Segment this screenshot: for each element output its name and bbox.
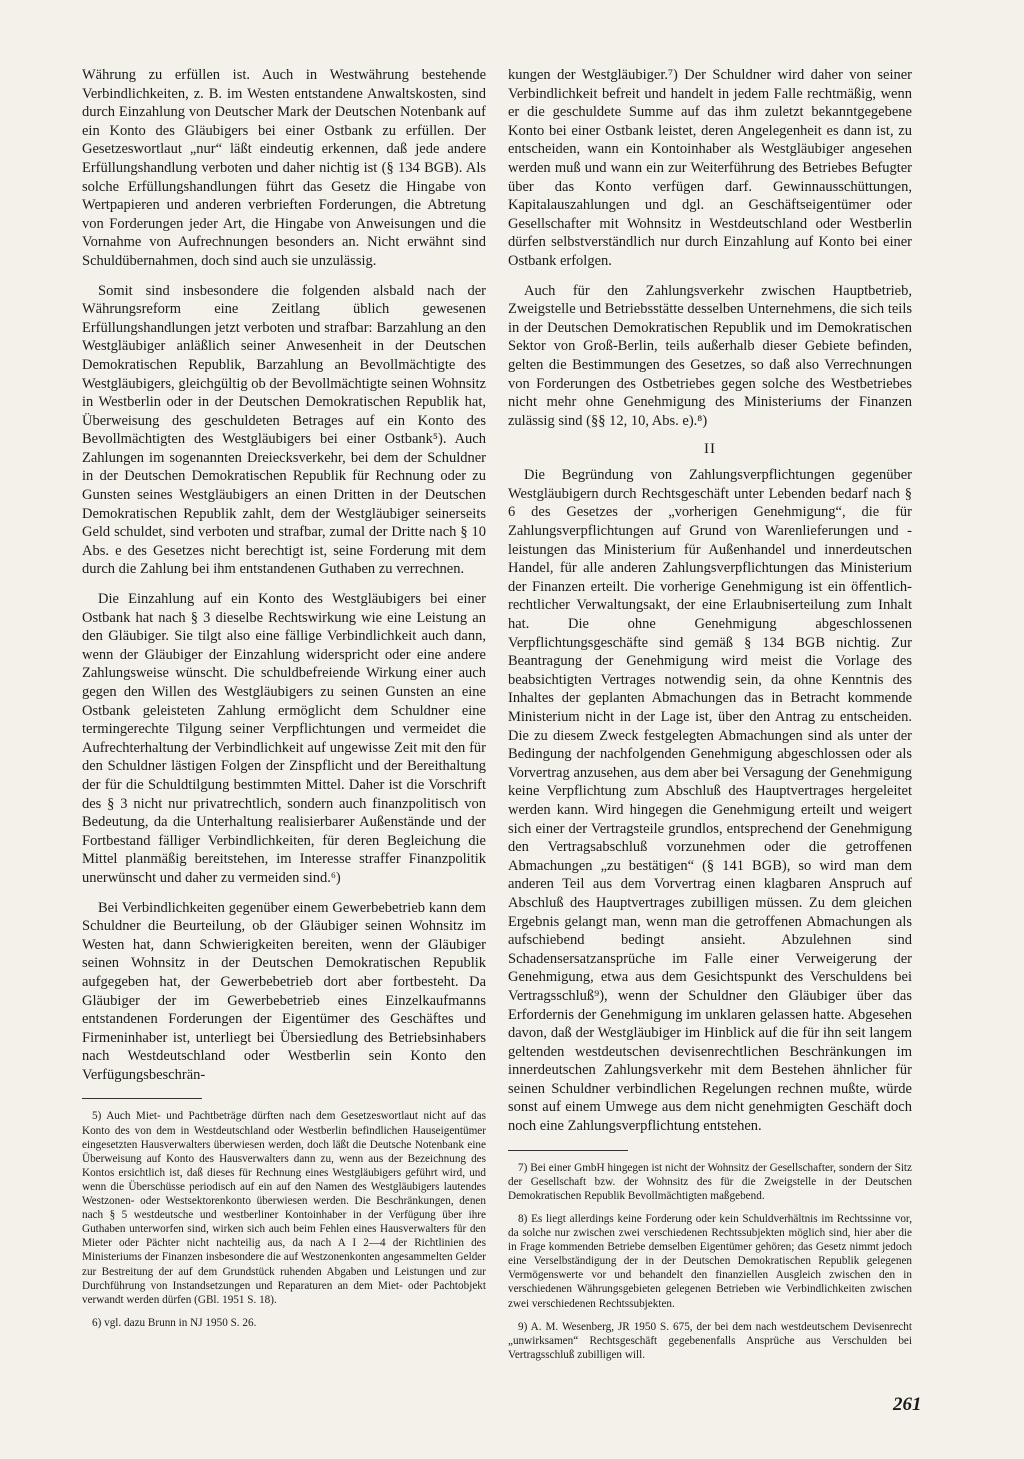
body-paragraph: Somit sind insbesondere die folgenden alsbald nach der Währungsreform eine Zeitlang üblich gewesenen Erfüllungshandlungen jetzt verboten und strafbar: Barzahlung an den Westgläubiger anläßlich seiner Anwesenheit in der Deutschen Demokratischen Republik, Barzahlung an Bevollmächtigte des Westgläubigers, gleichgültig ob der Bevollmächtigte seinen Wohnsitz in Westberlin oder in der Deutschen Demokratischen Republik hat, Überweisung des geschuldeten Betrages auf ein Konto des Bevollmächtigten des Westgläubigers bei einer Ostbank⁵). Auch Zahlungen im sogenannten Dreiecksverkehr, bei dem der Schuldner in der Deutschen Demokratischen Republik für Rechnung oder zu Gunsten seines Westgläubigers an einen Dritten in der Deutschen Demokratischen Republik zahlt, dem der Westgläubiger seinerseits Geld schuldet, sind verboten und strafbar, zumal der Dritte nach § 10 Abs. e des Gesetzes nicht berechtigt ist, seine Forderung mit dem durch die Zahlung bei ihm entstandenen Guthaben zu verrechnen. <box>82 282 486 578</box>
footnote: 8) Es liegt allerdings keine Forderung oder kein Schuldverhältnis im Rechtssinne vor, da solche nur zwischen zwei verschiedenen Rechtssubjekten möglich sind, hier aber die in Frage kommenden Betriebe demselben Eigentümer gehören; das Gesetz nimmt jedoch eine Verselbständigung der in der Deutschen Demokratischen Republik gelegenen Vermögenswerte vor und behandelt den finanziellen Ausgleich zwischen den in verschiedenen Währungsgebieten gelegenen Betrieben wie Verbindlichkeiten zwischen zwei verschiedenen Rechtssubjekten. <box>508 1212 912 1310</box>
body-paragraph: Währung zu erfüllen ist. Auch in Westwährung bestehende Verbindlichkeiten, z. B. im Westen entstandene Anwaltskosten, sind durch Einzahlung von Deutscher Mark der Deutschen Notenbank auf ein Konto des Gläubigers bei einer Ostbank zu erfüllen. Der Gesetzeswortlaut „nur“ läßt eindeutig erkennen, daß jede andere Erfüllungshandlung verboten und daher nichtig ist (§ 134 BGB). Als solche Erfüllungshandlungen führt das Gesetz die Hingabe von Wertpapieren und anderen verbrieften Forderungen, die Abtretung von Forderungen jeder Art, die Hingabe von Anweisungen und die Vornahme von Aufrechnungen besonders an. Nicht erwähnt sind Schuldübernahmen, doch sind auch sie unzulässig. <box>82 67 486 269</box>
body-paragraph: Die Begründung von Zahlungsverpflichtungen gegenüber Westgläubigern durch Rechtsgeschäft unter Lebenden bedarf nach § 6 des Gesetzes der „vorherigen Genehmigung“, die für Zahlungsverpflichtungen auf Grund von Warenlieferungen und -leistungen das Ministerium für Außenhandel und innerdeutschen Handel, für alle anderen Zahlungsverpflichtungen das Ministerium der Finanzen erteilt. Die vorherige Genehmigung ist ein öffentlich-rechtlicher Verwaltungsakt, der eine Erlaubniserteilung zum Inhalt hat. Die ohne Genehmigung abgeschlossenen Verpflichtungsgeschäfte sind gemäß § 134 BGB nichtig. Zur Beantragung der Genehmigung wird meist die Vorlage des beabsichtigten Vertrages notwendig sein, da ohne Kenntnis des Inhaltes der geplanten Abmachungen das in Betracht kommende Ministerium nicht in der Lage ist, über den Antrag zu entscheiden. Die zu diesem Zweck festgelegten Abmachungen sind als unter der Bedingung der nachfolgenden Genehmigung abgeschlossen oder als Vorvertrag anzusehen, aus dem aber bei Versagung der Genehmigung keine Verpflichtung zum Abschluß des Hauptvertrages hergeleitet werden kann. Wird hingegen die Genehmigung erteilt und weigert sich einer der Vertragsteile grundlos, entsprechend der Genehmigung den Vertragsabschluß vorzunehmen oder die getroffenen Abmachungen „zu bestätigen“ (§ 141 BGB), so wird man dem anderen Teil aus dem Vorvertrag einen klagbaren Anspruch auf Abschluß des Hauptvertrages zubilligen müssen. Zu dem gleichen Ergebnis gelangt man, wenn man die getroffenen Abmachungen als aufschiebend bedingt ansieht. Abzulehnen sind Schadensersatzansprüche im Falle einer Verweigerung der Genehmigung, etwa aus dem Gesichtspunkt des Verschuldens bei Vertragsschluß⁹), wenn der Schuldner den Gläubiger über das Erfordernis der Genehmigung im unklaren gelassen hatte. Abgesehen davon, daß der Westgläubiger im Hinblick auf die für ihn seit langem geltenden westdeutschen devisenrechtlichen Beschränkungen im innerdeutschen Zahlungsverkehr mit dem Bestehen ähnlicher für seinen Schuldner verbindlichen Regelungen rechnen mußte, würde sonst auf einem Umwege aus dem nicht genehmigten Geschäft doch noch eine Zahlungsverpflichtung entstehen. <box>508 467 912 1135</box>
body-paragraph: Auch für den Zahlungsverkehr zwischen Hauptbetrieb, Zweigstelle und Betriebsstätte desselben Unternehmens, die sich teils in der Deutschen Demokratischen Republik und im Demokratischen Sektor von Groß-Berlin, teils außerhalb dieser Gebiete befinden, gelten die Bestimmungen des Gesetzes, so daß also Verrechnungen von Forderungen des Ostbetriebes gegen solche des Westbetriebes nicht mehr ohne Genehmigung des Ministeriums der Finanzen zulässig sind (§§ 12, 10, Abs. e).⁸) <box>508 282 912 429</box>
footnote-divider <box>508 1150 628 1151</box>
left-column <box>82 66 486 1339</box>
footnote-divider <box>82 1098 202 1099</box>
body-paragraph: Die Einzahlung auf ein Konto des Westgläubigers bei einer Ostbank hat nach § 3 dieselbe Rechtswirkung wie eine Leistung an den Gläubiger. Sie tilgt also eine fällige Verbindlichkeit auch dann, wenn der Gläubiger der Einzahlung widerspricht oder eine andere Zahlungsweise wünscht. Die schuldbefreiende Wirkung einer auch gegen den Willen des Westgläubigers zu seinen Gunsten an eine Ostbank geleisteten Zahlung ermöglicht dem Schuldner eine termingerechte Tilgung seiner Verpflichtungen und vermeidet die Aufrechterhaltung der Verbindlichkeit auf ungewisse Zeit mit den für den Schuldner lästigen Folgen der Zinspflicht und der Bereithaltung der für die Schuldtilgung bestimmten Mittel. Daher ist die Vorschrift des § 3 nicht nur privatrechtlich, sondern auch finanzpolitisch von Bedeutung, da die Unterhaltung realisierbarer Außenstände und der Fortbestand fälliger Verbindlichkeiten, für deren Begleichung die Mittel planmäßig bereitstehen, im Interesse straffer Finanzpolitik unerwünscht und daher zu vermeiden sind.⁶) <box>82 591 486 886</box>
right-column <box>508 66 912 1371</box>
footnote: 7) Bei einer GmbH hingegen ist nicht der Wohnsitz der Gesellschafter, sondern der Sitz der Gesellschaft bzw. der Wohnsitz des für die Zweigstelle in der Deutschen Demokratischen Republik Bevollmächtigten maßgebend. <box>508 1161 912 1202</box>
body-paragraph: kungen der Westgläubiger.⁷) Der Schuldner wird daher von seiner Verbindlichkeit befreit und handelt in jedem Falle rechtmäßig, wenn er die geschuldete Summe auf das ihm zuletzt bekanntgegebene Konto bei einer Ostbank leistet, deren Angelegenheit es dann ist, zu entscheiden, wann ein Kontoinhaber als Westgläubiger angesehen werden muß und wann ein zur Weiterführung des Betriebes Befugter über das Konto verfügen darf. Gewinnausschüttungen, Kapitalauszahlungen und dgl. an Geschäftseigentümer oder Gesellschafter mit Wohnsitz in Westdeutschland oder Westberlin dürfen selbstverständlich nur durch Einzahlung auf Konto bei einer Ostbank erfolgen. <box>508 67 912 269</box>
section-heading: II <box>704 441 716 458</box>
footnote: 6) vgl. dazu Brunn in NJ 1950 S. 26. <box>92 1316 257 1329</box>
body-paragraph: Bei Verbindlichkeiten gegenüber einem Gewerbebetrieb kann dem Schuldner die Beurteilung, ob der Gläubiger seinen Wohnsitz im Westen hat, dann Schwierigkeiten bereiten, wenn der Gläubiger seinen Wohnsitz in der Deutschen Demokratischen Republik aufgegeben hat, der Gewerbebetrieb dort aber fortbesteht. Da Gläubiger der im Gewerbebetrieb eines Einzelkaufmanns entstandenen Forderungen der Eigentümer des Geschäftes und Firmeninhaber ist, unterliegt bei Übersiedlung des Betriebsinhabers nach Westdeutschland oder Westberlin sein Konto den Verfügungsbeschrän- <box>82 899 486 1083</box>
footnote: 5) Auch Miet- und Pachtbeträge dürften nach dem Gesetzeswortlaut nicht auf das Konto des von dem in Westdeutschland oder Westberlin befindlichen Hauseigentümer eingesetzten Hausverwalters überwiesen werden, doch läßt die Deutsche Notenbank eine Überweisung auf Konto des Hausverwalters dann zu, wenn aus der Bezeichnung des Kontos ersichtlich ist, daß dieses für Rechnung eines Westgläubigers geführt wird, und wenn die Überschüsse periodisch auf ein auf den Namen des Westgläubigers lautendes Westzonen- oder Westsektorenkonto überwiesen werden. Die Beschränkungen, denen nach § 5 westdeutsche und westberliner Kontoinhaber in der Verfügung über ihre Guthaben unterworfen sind, wirken sich auch beim Fehlen eines Hausverwalters für den Mieter oder Pächter nicht nachteilig aus, da nach A I 2—4 der Richtlinien des Ministeriums der Finanzen insbesondere die auf Westzonenkonten angesammelten Gelder zur Bestreitung der auf dem Grundstück ruhenden Abgaben und Leistungen und zur Durchführung von Instandsetzungen und Reparaturen an dem Miet- oder Pachtobjekt verwandt werden dürfen (GBl. 1951 S. 18). <box>82 1110 486 1306</box>
footnote: 9) A. M. Wesenberg, JR 1950 S. 675, der bei dem nach westdeutschem Devisenrecht „unwirksamen“ Rechtsgeschäft gegebenenfalls Ansprüche aus Verschulden bei Vertragsschluß zubilligen will. <box>508 1320 912 1361</box>
page-number: 261 <box>893 1394 922 1415</box>
